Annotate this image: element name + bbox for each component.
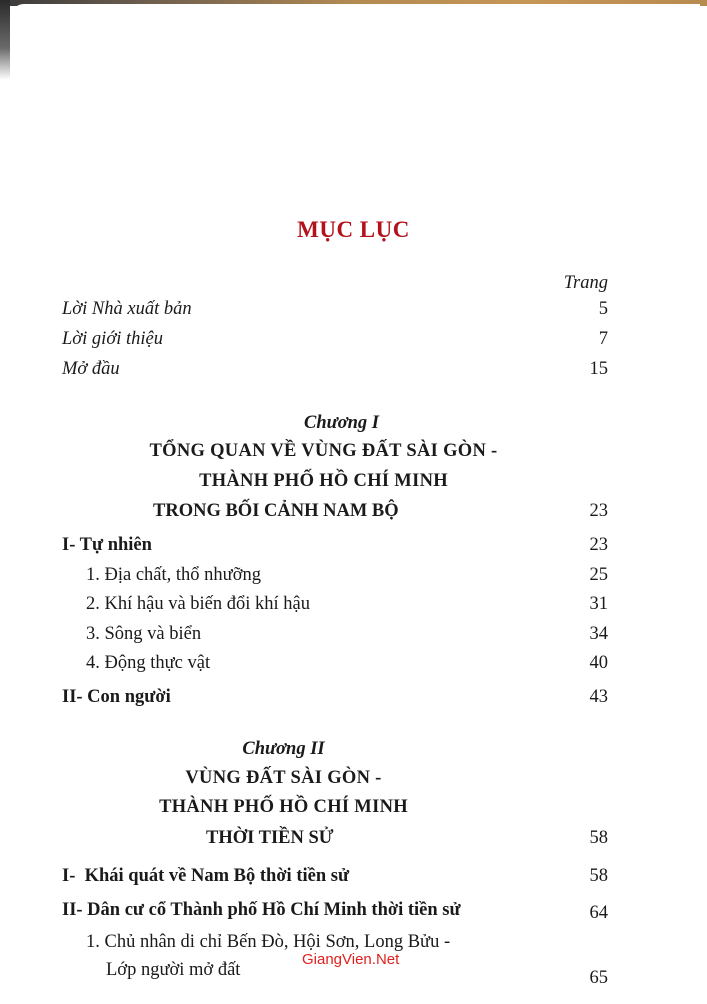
toc-item-label: 1. Địa chất, thổ nhưỡng [86, 565, 261, 585]
page-column-header: Trang [563, 273, 608, 293]
toc-item [62, 653, 608, 679]
toc-entry-label: Mở đầu [62, 359, 120, 379]
toc-entry-page: 31 [589, 594, 608, 614]
chapter-title-row [62, 828, 608, 854]
chapter-label: Chương I [303, 413, 379, 433]
chapter-label: Chương II [242, 739, 325, 759]
toc-entry-label: Lời Nhà xuất bản [62, 299, 192, 319]
toc-item-label: Lớp người mở đất [106, 960, 241, 980]
toc-entry-page: 34 [589, 624, 608, 644]
toc-entry-page: 15 [589, 359, 608, 379]
toc-entry-page: 5 [598, 299, 608, 319]
toc-entry-page: 7 [598, 329, 608, 349]
toc-entry-page: 64 [589, 903, 608, 923]
toc-item [62, 624, 608, 650]
toc-item-label: 3. Sông và biển [86, 624, 202, 644]
toc-section [62, 866, 608, 892]
toc-section-label: II- Con người [62, 687, 171, 707]
toc-section-label: II- Dân cư cổ Thành phố Hồ Chí Minh thời tiền sử [62, 900, 461, 920]
toc-item-label: 1. Chủ nhân di chỉ Bến Đò, Hội Sơn, Long Bửu - [86, 932, 451, 952]
toc-entry-page: 58 [589, 866, 608, 886]
watermark: GiangVien.Net [302, 951, 400, 968]
chapter-title-line: VÙNG ĐẤT SÀI GÒN - [185, 768, 382, 788]
chapter-title-row [62, 501, 608, 527]
toc-entry [62, 329, 608, 355]
toc-entry-page: 23 [589, 535, 608, 555]
toc-item [62, 565, 608, 591]
chapter-title-line: THÀNH PHỐ HỒ CHÍ MINH [199, 471, 448, 491]
toc-entry-page: 40 [589, 653, 608, 673]
toc-item-label: 2. Khí hậu và biến đổi khí hậu [86, 594, 311, 614]
toc-entry-page: 65 [589, 968, 608, 988]
toc-entry-label: Lời giới thiệu [62, 329, 163, 349]
chapter-title-line: TRONG BỐI CẢNH NAM BỘ [153, 501, 399, 521]
chapter-title-line: TỔNG QUAN VỀ VÙNG ĐẤT SÀI GÒN - [149, 441, 498, 461]
toc-entry-page: 23 [589, 501, 608, 521]
toc-section [62, 687, 608, 713]
toc-item-label: 4. Động thực vật [86, 653, 211, 673]
chapter-title-line: THÀNH PHỐ HỒ CHÍ MINH [159, 797, 408, 817]
toc-section [62, 900, 608, 926]
chapter-title-line: THỜI TIỀN SỬ [206, 828, 334, 848]
toc-entry [62, 299, 608, 325]
toc-section-label: I- Khái quát về Nam Bộ thời tiền sử [62, 866, 350, 886]
toc-title: MỤC LỤC [297, 217, 410, 242]
book-left-edge [0, 0, 10, 80]
toc-section-label: I- Tự nhiên [62, 535, 152, 555]
toc-entry-page: 43 [589, 687, 608, 707]
toc-entry-page: 25 [589, 565, 608, 585]
toc-entry-page: 58 [589, 828, 608, 848]
toc-entry [62, 359, 608, 385]
toc-section [62, 535, 608, 561]
toc-item [62, 594, 608, 620]
